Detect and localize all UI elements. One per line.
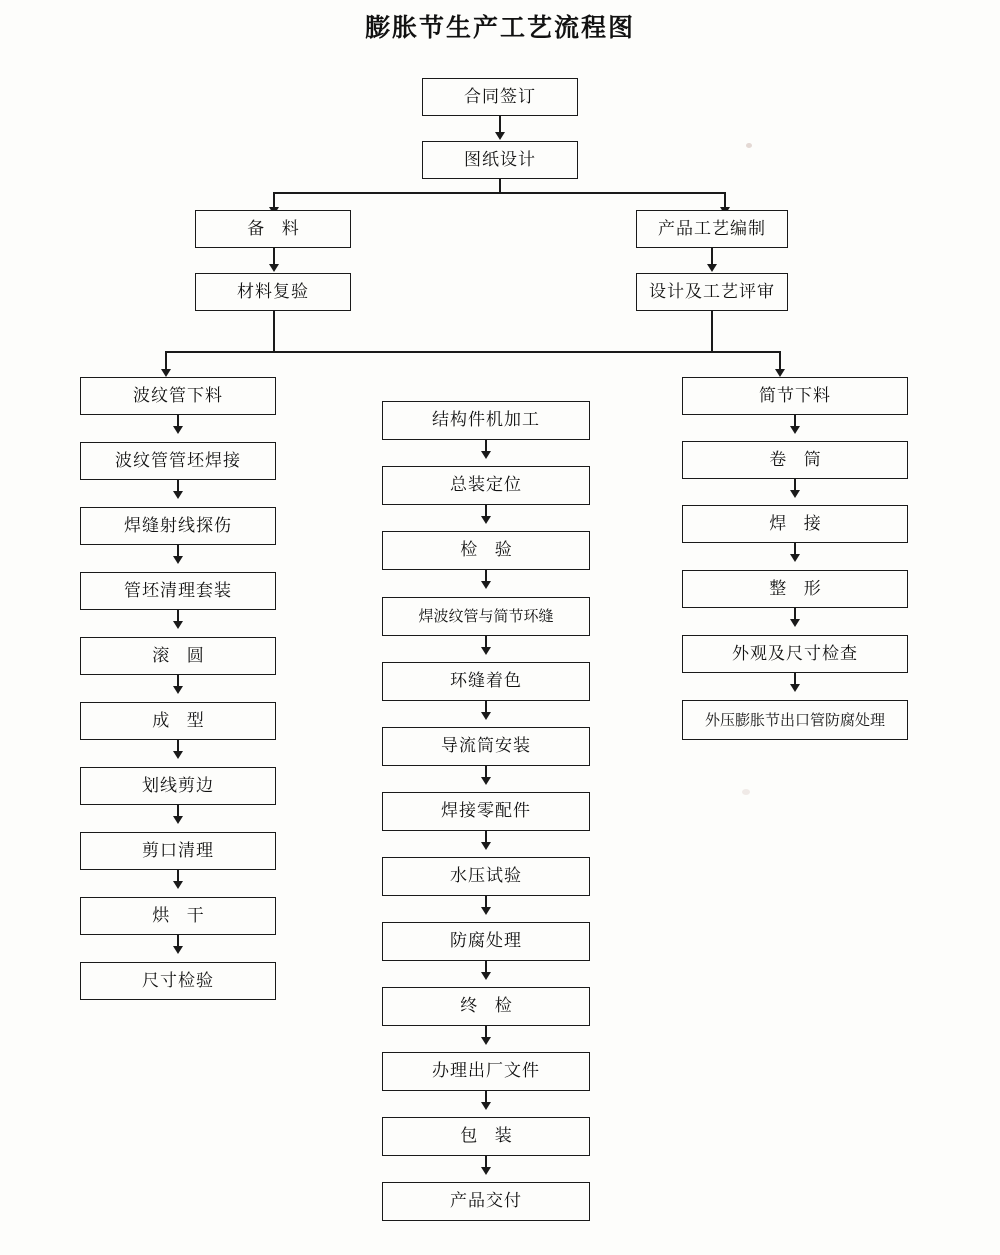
- arrow-left-3: [173, 556, 183, 564]
- arrow-mid-7: [481, 842, 491, 850]
- arrow-mid-8: [481, 907, 491, 915]
- connector-drawing-bus: [499, 179, 501, 193]
- connector-review-bus: [711, 311, 713, 352]
- node-assembly-position[interactable]: 总装定位: [382, 466, 590, 505]
- bus-level2: [165, 351, 780, 353]
- node-cut-clean[interactable]: 剪口清理: [80, 832, 276, 870]
- arrow-left-9: [173, 946, 183, 954]
- node-ring-seam-color[interactable]: 环缝着色: [382, 662, 590, 701]
- arrow-mid-3: [481, 581, 491, 589]
- node-inspection[interactable]: 检 验: [382, 531, 590, 570]
- node-process-plan[interactable]: 产品工艺编制: [636, 210, 788, 248]
- arrow-left-1: [173, 426, 183, 434]
- arrow-right-4: [790, 619, 800, 627]
- arrow-plan-review: [707, 264, 717, 272]
- arrow-mid-11: [481, 1102, 491, 1110]
- arrow-right-2: [790, 490, 800, 498]
- arrow-mid-12: [481, 1167, 491, 1175]
- node-bellows-blanking[interactable]: 波纹管下料: [80, 377, 276, 415]
- paper-smudge: [746, 143, 752, 148]
- node-liner-install[interactable]: 导流筒安装: [382, 727, 590, 766]
- node-forming[interactable]: 成 型: [80, 702, 276, 740]
- node-shaping[interactable]: 整 形: [682, 570, 908, 608]
- arrow-left-7: [173, 816, 183, 824]
- arrow-prepare-recheck: [269, 264, 279, 272]
- node-weld-bellows-to-shell[interactable]: 焊波纹管与简节环缝: [382, 597, 590, 636]
- connector-bus-col-left: [165, 351, 167, 371]
- node-final-inspection[interactable]: 终 检: [382, 987, 590, 1026]
- arrow-left-4: [173, 621, 183, 629]
- connector-recheck-bus: [273, 311, 275, 352]
- node-prepare-material[interactable]: 备 料: [195, 210, 351, 248]
- node-hydro-test[interactable]: 水压试验: [382, 857, 590, 896]
- node-tube-clean-assembly[interactable]: 管坯清理套装: [80, 572, 276, 610]
- node-factory-documents[interactable]: 办理出厂文件: [382, 1052, 590, 1091]
- node-shell-blanking[interactable]: 简节下料: [682, 377, 908, 415]
- node-welding[interactable]: 焊 接: [682, 505, 908, 543]
- node-rolling-drum[interactable]: 卷 筒: [682, 441, 908, 479]
- node-rolling[interactable]: 滚 圆: [80, 637, 276, 675]
- node-dimension-check[interactable]: 尺寸检验: [80, 962, 276, 1000]
- arrow-right-1: [790, 426, 800, 434]
- arrow-mid-10: [481, 1037, 491, 1045]
- node-delivery[interactable]: 产品交付: [382, 1182, 590, 1221]
- arrow-right-5: [790, 684, 800, 692]
- arrow-left-5: [173, 686, 183, 694]
- node-material-recheck[interactable]: 材料复验: [195, 273, 351, 311]
- node-design-review[interactable]: 设计及工艺评审: [636, 273, 788, 311]
- connector-bus-col-right: [779, 351, 781, 371]
- node-outer-pressure-anticorrosion[interactable]: 外压膨胀节出口管防腐处理: [682, 700, 908, 740]
- node-drawing[interactable]: 图纸设计: [422, 141, 578, 179]
- arrow-mid-1: [481, 451, 491, 459]
- arrow-left-2: [173, 491, 183, 499]
- node-appearance-size-check[interactable]: 外观及尺寸检查: [682, 635, 908, 673]
- arrow-contract-drawing: [495, 132, 505, 140]
- arrow-left-8: [173, 881, 183, 889]
- node-marking-trim[interactable]: 划线剪边: [80, 767, 276, 805]
- arrow-bus-col-left: [161, 369, 171, 377]
- arrow-bus-col-right: [775, 369, 785, 377]
- node-packaging[interactable]: 包 装: [382, 1117, 590, 1156]
- node-anticorrosion[interactable]: 防腐处理: [382, 922, 590, 961]
- arrow-mid-2: [481, 516, 491, 524]
- arrow-mid-5: [481, 712, 491, 720]
- page-title: 膨胀节生产工艺流程图: [364, 13, 635, 42]
- node-drying[interactable]: 烘 干: [80, 897, 276, 935]
- node-contract[interactable]: 合同签订: [422, 78, 578, 116]
- node-structure-machining[interactable]: 结构件机加工: [382, 401, 590, 440]
- node-bellows-tube-weld[interactable]: 波纹管管坯焊接: [80, 442, 276, 480]
- node-weld-xray[interactable]: 焊缝射线探伤: [80, 507, 276, 545]
- arrow-left-6: [173, 751, 183, 759]
- arrow-right-3: [790, 554, 800, 562]
- arrow-mid-6: [481, 777, 491, 785]
- arrow-mid-4: [481, 647, 491, 655]
- bus-level1: [273, 192, 725, 194]
- arrow-mid-9: [481, 972, 491, 980]
- node-weld-parts[interactable]: 焊接零配件: [382, 792, 590, 831]
- paper-smudge: [742, 789, 750, 795]
